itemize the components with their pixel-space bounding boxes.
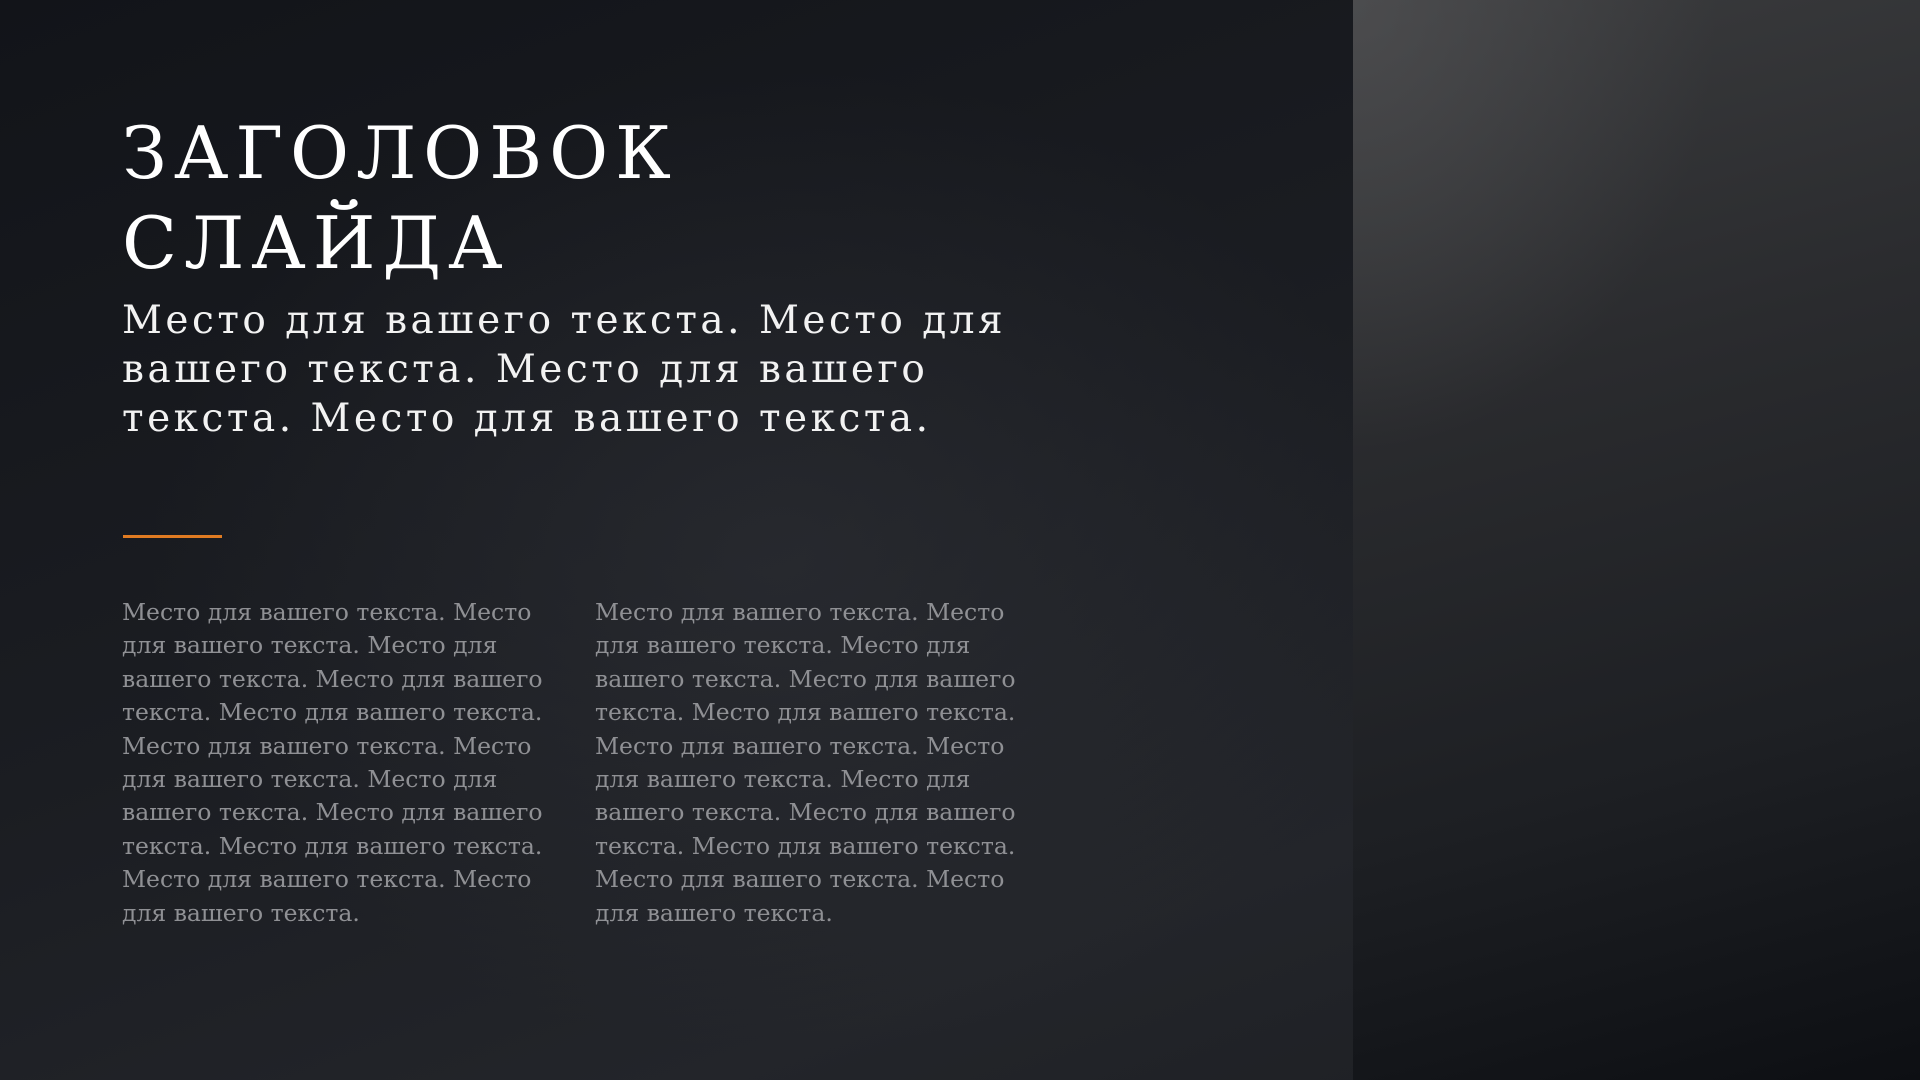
slide-title-line: СЛАЙДА	[122, 201, 510, 285]
slide-title-line: ЗАГОЛОВОК	[122, 111, 678, 195]
body-text-line: для вашего текста.	[122, 898, 360, 927]
body-text-line: Место для вашего текста. Место	[122, 598, 532, 626]
body-text-line: текста. Место для вашего текста.	[122, 831, 543, 860]
slide-subtitle	[122, 296, 1022, 443]
body-text-line: для вашего текста.	[595, 898, 833, 927]
body-text-line: для вашего текста. Место для	[595, 765, 971, 794]
body-text-line: Место для вашего текста. Место	[595, 598, 1005, 626]
body-text-line: вашего текста. Место для вашего	[595, 798, 1016, 827]
body-text-line: Место для вашего текста. Место	[122, 865, 532, 894]
accent-divider	[123, 535, 222, 538]
body-text-line: Место для вашего текста. Место	[595, 865, 1005, 894]
body-text-line: текста. Место для вашего текста.	[595, 831, 1016, 860]
subtitle-line: текста. Место для вашего текста.	[122, 396, 932, 441]
body-text-line: вашего текста. Место для вашего	[122, 664, 543, 693]
body-text-line: Место для вашего текста. Место	[122, 731, 532, 760]
body-text-line: для вашего текста. Место для	[122, 631, 498, 660]
body-text-line: текста. Место для вашего текста.	[595, 698, 1016, 727]
subtitle-line: Место для вашего текста. Место для	[122, 298, 1007, 343]
body-text-line: вашего текста. Место для вашего	[595, 664, 1016, 693]
body-text-line: вашего текста. Место для вашего	[122, 798, 543, 827]
subtitle-line: вашего текста. Место для вашего	[122, 347, 929, 392]
body-text-line: для вашего текста. Место для	[595, 631, 971, 660]
body-text-line: для вашего текста. Место для	[122, 765, 498, 794]
image-placeholder-panel	[1353, 0, 1920, 1080]
body-text-column-right	[595, 596, 1020, 930]
body-text-line: Место для вашего текста. Место	[595, 731, 1005, 760]
slide-title	[122, 108, 882, 288]
body-text-line: текста. Место для вашего текста.	[122, 698, 543, 727]
body-text-column-left	[122, 596, 547, 930]
